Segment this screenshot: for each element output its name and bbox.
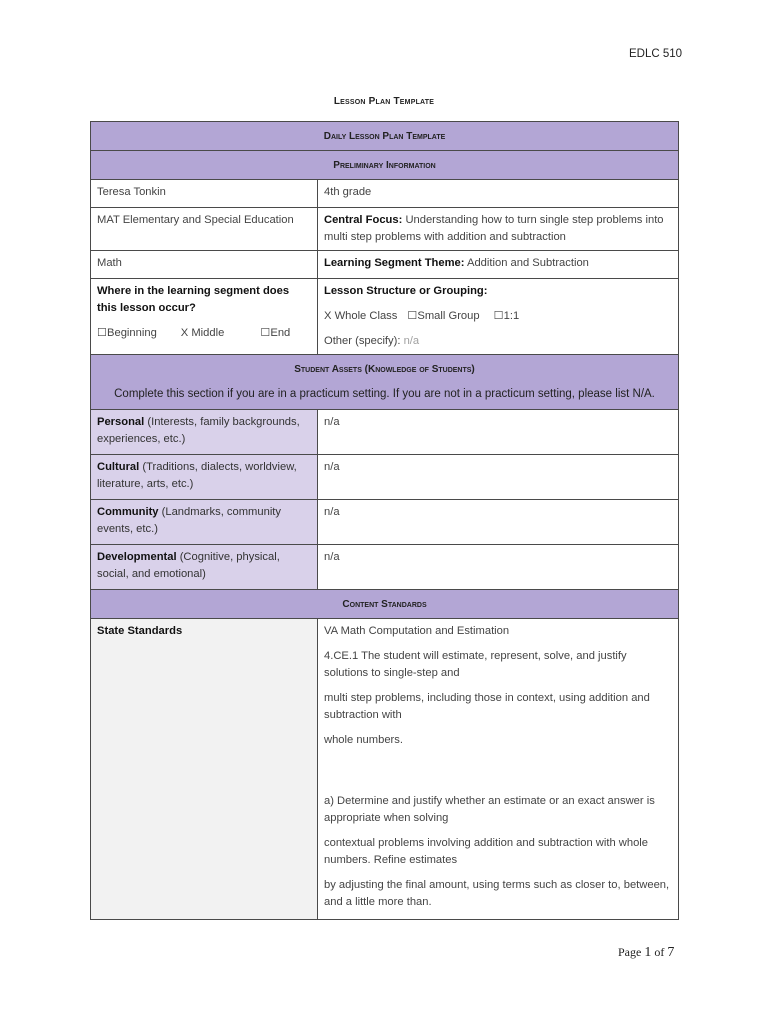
- segment-theme-label: Learning Segment Theme:: [324, 257, 465, 269]
- asset-label: Personal: [97, 416, 145, 428]
- option-whole-class[interactable]: X Whole Class: [324, 310, 398, 322]
- band-assets-row: [91, 355, 679, 410]
- standard-line: whole numbers.: [324, 734, 403, 746]
- segment-options: [97, 325, 311, 342]
- subject: Math: [91, 251, 318, 279]
- asset-label-cell: [91, 455, 318, 500]
- option-middle[interactable]: X Middle: [180, 327, 225, 339]
- grade-level: 4th grade: [318, 180, 679, 208]
- band-preliminary: Preliminary Information: [91, 151, 679, 180]
- asset-desc: (Traditions, dialects, worldview, literature, arts, etc.): [97, 461, 297, 490]
- state-standards-label-cell: [91, 619, 318, 920]
- program-name: MAT Elementary and Special Education: [91, 208, 318, 251]
- band-assets: [91, 355, 679, 410]
- asset-label: Community: [97, 506, 159, 518]
- band-content-standards: Content Standards: [91, 590, 679, 619]
- segment-question: Where in the learning segment does this lesson occur?: [97, 285, 290, 314]
- other-specify: [324, 333, 672, 350]
- option-one-to-one[interactable]: ☐1:1: [493, 310, 520, 322]
- structure-options: [324, 308, 672, 325]
- asset-row-developmental: [91, 545, 679, 590]
- segment-row: [91, 279, 679, 355]
- band-daily: Daily Lesson Plan Template: [91, 122, 679, 151]
- band-assets-note: Complete this section if you are in a practicum setting. If you are not in a practicum setting, please list N/A.: [114, 388, 655, 400]
- standard-spacer: [324, 757, 672, 785]
- standard-line: by adjusting the final amount, using terms such as closer to, between, and a little more than.: [324, 879, 670, 908]
- teacher-row: [91, 180, 679, 208]
- standard-line: contextual problems involving addition and subtraction with whole numbers. Refine estimates: [324, 837, 649, 866]
- central-focus-text: Understanding how to turn single step problems into multi step problems with addition and subtraction: [324, 214, 664, 243]
- standards-row: [91, 619, 679, 920]
- standard-line: 4.CE.1 The student will estimate, represent, solve, and justify solutions to single-step and: [324, 650, 627, 679]
- asset-value: n/a: [318, 500, 679, 545]
- structure-cell: [318, 279, 679, 355]
- option-small-group[interactable]: ☐Small Group: [407, 310, 480, 322]
- asset-label: Cultural: [97, 461, 140, 473]
- page-word: Page: [618, 945, 642, 959]
- asset-desc: (Interests, family backgrounds, experiences, etc.): [97, 416, 300, 445]
- state-standards-label: State Standards: [97, 625, 183, 637]
- asset-row-community: [91, 500, 679, 545]
- page-total: 7: [667, 945, 675, 960]
- asset-label: Developmental: [97, 551, 177, 563]
- asset-desc: (Landmarks, community events, etc.): [97, 506, 282, 535]
- structure-label: Lesson Structure or Grouping:: [324, 285, 488, 297]
- band-prelim-row: [91, 151, 679, 180]
- asset-label-cell: [91, 410, 318, 455]
- segment-theme: [318, 251, 679, 279]
- other-label: Other (specify):: [324, 335, 401, 347]
- asset-row-cultural: [91, 455, 679, 500]
- central-focus: [318, 208, 679, 251]
- lesson-plan-table: [90, 121, 679, 920]
- option-beginning[interactable]: ☐Beginning: [97, 327, 157, 339]
- subject-row: [91, 251, 679, 279]
- of-word: of: [654, 945, 665, 959]
- option-end[interactable]: ☐End: [260, 327, 291, 339]
- asset-desc: (Cognitive, physical, social, and emotional): [97, 551, 280, 580]
- standard-line: multi step problems, including those in context, using addition and subtraction with: [324, 692, 650, 721]
- page-footer: [618, 945, 674, 961]
- course-code: EDLC 510: [629, 48, 683, 60]
- central-focus-label: Central Focus:: [324, 214, 403, 226]
- asset-value: n/a: [318, 545, 679, 590]
- band-assets-title: Student Assets (Knowledge of Students): [294, 364, 475, 375]
- asset-value: n/a: [318, 455, 679, 500]
- asset-label-cell: [91, 500, 318, 545]
- asset-value: n/a: [318, 410, 679, 455]
- other-value: n/a: [403, 335, 420, 347]
- teacher-name: Teresa Tonkin: [91, 180, 318, 208]
- segment-cell: [91, 279, 318, 355]
- standard-line: a) Determine and justify whether an estimate or an exact answer is appropriate when solving: [324, 795, 655, 824]
- segment-theme-text: Addition and Subtraction: [467, 257, 589, 269]
- standard-line: VA Math Computation and Estimation: [324, 625, 510, 637]
- state-standards-text: [318, 619, 679, 920]
- page-number: 1: [644, 945, 652, 960]
- program-row: [91, 208, 679, 251]
- band-content-row: [91, 590, 679, 619]
- asset-row-personal: [91, 410, 679, 455]
- document-title: Lesson Plan Template: [333, 96, 435, 107]
- band-daily-row: [91, 122, 679, 151]
- asset-label-cell: [91, 545, 318, 590]
